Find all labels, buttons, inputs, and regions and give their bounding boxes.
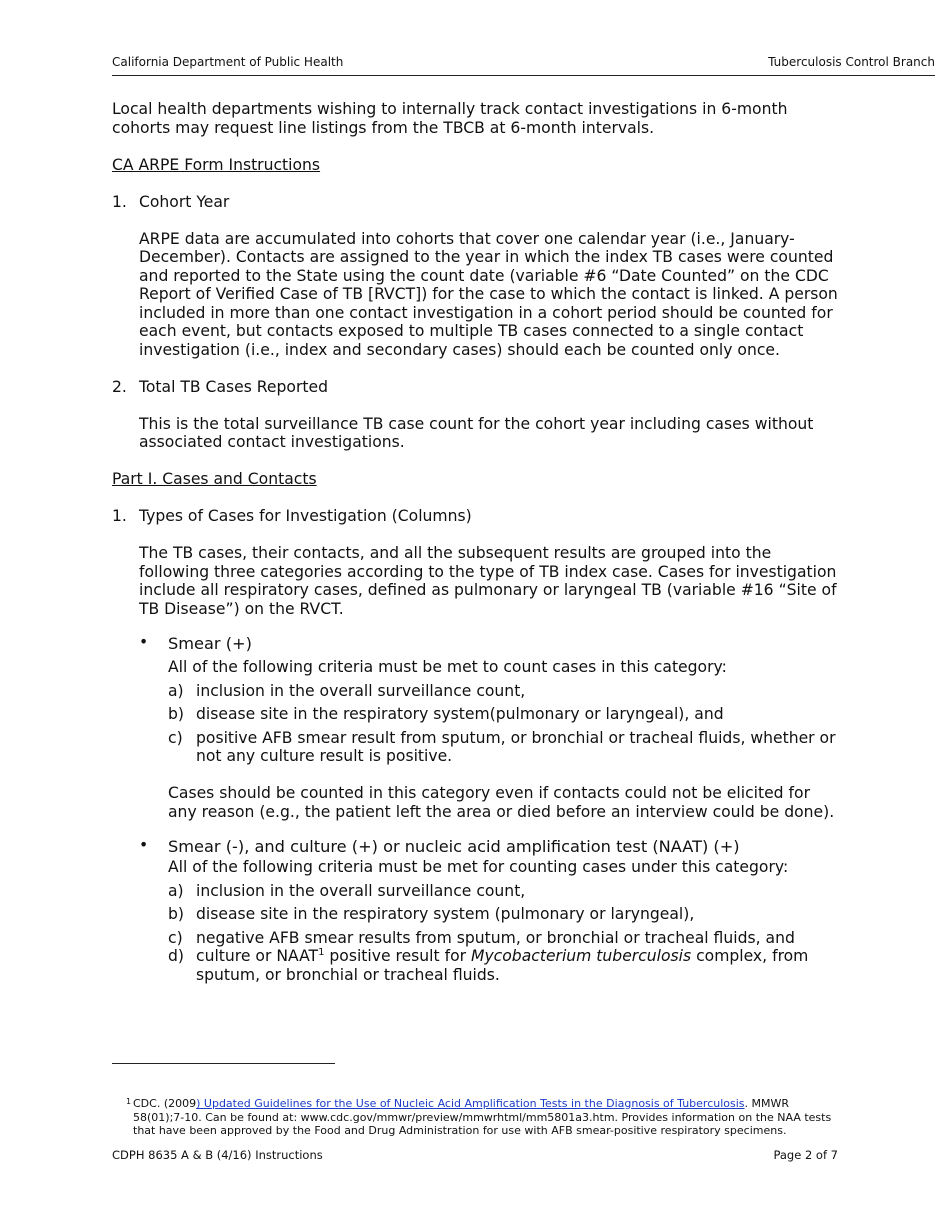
numbered-item-cohort-year: [112, 193, 838, 212]
document-body: [112, 100, 838, 984]
cohort-year-text: ARPE data are accumulated into cohorts that cover one calendar year (i.e., January-December). Contacts are assigned to the year in which the index TB cases were counted and reported to the State using the count date (variable #6 “Date Counted” on the CDC Report of Verified Case of TB [RVCT]) for the case to which the contact is linked. A person included in more than one contact investigation in a cohort period should be counted for each event, but contacts exposed to multiple TB cases connected to a single contact investigation (i.e., index and secondary cases) should each be counted only once.: [139, 229, 838, 359]
list-item: b) disease site in the respiratory system(pulmonary or laryngeal), and: [168, 705, 724, 723]
footnote-link[interactable]: ) Updated Guidelines for the Use of Nucleic Acid Amplification Tests in the Diagnosis of Tuberculosis: [196, 1097, 745, 1110]
total-cases-text: This is the total surveillance TB case count for the cohort year including cases without associated contact investigations.: [139, 414, 814, 451]
footnote: 1 CDC. (2009) Updated Guidelines for the Use of Nucleic Acid Amplification Tests in the Diagnosis of Tuberculosis. MMWR 58(01);7-10. Can be found at: www.cdc.gov/mmwr/preview/mmwrhtml/mm5801a3.htm. Provides information on the NAA tests that have been approved by the Food and Drug Administration for use with AFB smear-positive respiratory specimens.: [126, 1097, 832, 1137]
bullet-title: Smear (+): [168, 634, 252, 653]
footer-left: CDPH 8635 A & B (4/16) Instructions: [112, 1148, 323, 1162]
page-header: [112, 55, 935, 76]
list-item: c) positive AFB smear result from sputum, or bronchial or tracheal fluids, whether or not any culture result is positive.: [168, 728, 836, 765]
page-number: Page 2 of 7: [773, 1148, 838, 1162]
criteria-list: [168, 682, 838, 766]
list-item: a) inclusion in the overall surveillance count,: [168, 681, 526, 700]
section-title-arpe: CA ARPE Form Instructions: [112, 155, 321, 174]
header-left: California Department of Public Health: [112, 55, 344, 69]
bullet-lead: All of the following criteria must be met to count cases in this category:: [168, 658, 727, 676]
numbered-item-total-cases: [112, 378, 838, 397]
bullet-smear-negative: [112, 836, 838, 984]
case-types-text: The TB cases, their contacts, and all the subsequent results are grouped into the following three categories according to the type of TB index case. Cases for investigation include all respiratory cases, defined as pulmonary or laryngeal TB (variable #16 “Site of TB Disease”) on the RVCT.: [139, 544, 837, 618]
item-title: Total TB Cases Reported: [139, 377, 328, 396]
list-item: c) negative AFB smear results from sputum, or bronchial or tracheal fluids, and: [168, 928, 795, 947]
item-number: 1.: [112, 192, 127, 211]
item-title: Cohort Year: [139, 192, 230, 211]
section-title-part1: Part I. Cases and Contacts: [112, 470, 317, 488]
bullet-dot: •: [139, 633, 149, 651]
bullet-note: Cases should be counted in this category even if contacts could not be elicited for any reason (e.g., the patient left the area or died before an interview could be done).: [168, 784, 835, 821]
footnote-divider: [112, 1063, 335, 1064]
bullet-lead: All of the following criteria must be met for counting cases under this category:: [168, 858, 789, 876]
list-item: d) culture or NAAT$^1$ positive result for Mycobacterium tuberculosis complex, from sputum, or bronchial or tracheal fluids.: [168, 946, 809, 984]
footnote-marker: 1: [126, 1097, 132, 1106]
item-number: 2.: [112, 377, 127, 396]
bullet-smear-positive: [112, 633, 838, 821]
header-right: Tuberculosis Control Branch: [768, 55, 935, 69]
list-item: b) disease site in the respiratory system (pulmonary or laryngeal),: [168, 905, 695, 923]
item-title: Types of Cases for Investigation (Columns): [139, 507, 472, 525]
intro-paragraph: Local health departments wishing to internally track contact investigations in 6-month cohorts may request line listings from the TBCB at 6-month intervals.: [112, 100, 788, 137]
list-item: a) inclusion in the overall surveillance count,: [168, 881, 526, 900]
numbered-item-case-types: [112, 507, 838, 526]
criteria-list: [168, 882, 838, 985]
footnote-ref: 1: [318, 946, 325, 958]
bullet-title: Smear (-), and culture (+) or nucleic acid amplification test (NAAT) (+): [168, 837, 740, 856]
bullet-dot: •: [139, 836, 149, 854]
item-number: 1.: [112, 507, 127, 525]
